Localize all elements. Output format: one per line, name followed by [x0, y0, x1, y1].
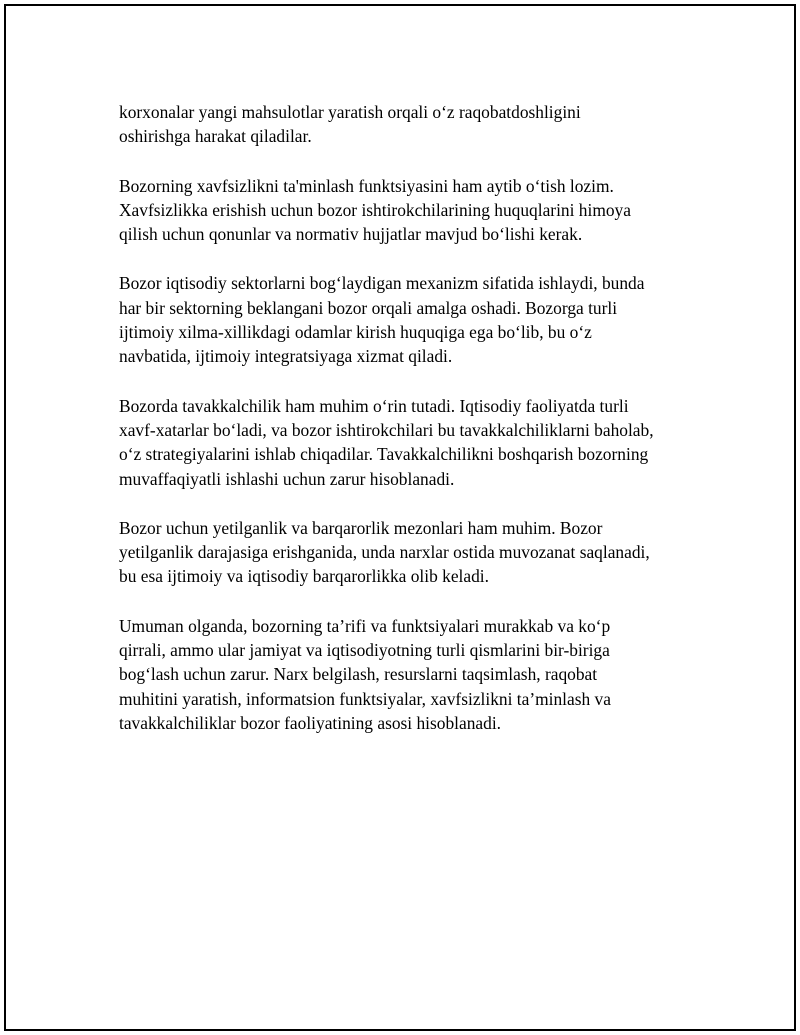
paragraph-line: bu esa ijtimoiy va iqtisodiy barqarorlikka olib keladi. — [119, 566, 489, 587]
paragraph-line: Umuman olganda, bozorning ta’rifi va funktsiyalari murakkab va ko‘p — [119, 615, 611, 636]
paragraph-line: muvaffaqiyatli ishlashi uchun zarur hisoblanadi. — [119, 468, 455, 489]
paragraph-1 — [119, 100, 709, 149]
paragraph-line: qirrali, ammo ular jamiyat va iqtisodiyotning turli qismlarini bir-biriga — [119, 640, 610, 661]
paragraph-line: Bozor iqtisodiy sektorlarni bog‘laydigan mexanizm sifatida ishlaydi, bunda — [119, 273, 645, 294]
paragraph-line: muhitini yaratish, informatsion funktsiyalar, xavfsizlikni ta’minlash va — [119, 688, 611, 709]
paragraph-line: tavakkalchiliklar bozor faoliyatining asosi hisoblanadi. — [119, 712, 502, 733]
paragraph-line: bog‘lash uchun zarur. Narx belgilash, resurslarni taqsimlash, raqobat — [119, 664, 598, 685]
document-body — [119, 100, 709, 760]
paragraph-line: ijtimoiy xilma-xillikdagi odamlar kirish huquqiga ega bo‘lib, bu o‘z — [119, 322, 592, 343]
paragraph-line: qilish uchun qonunlar va normativ hujjatlar mavjud bo‘lishi kerak. — [119, 224, 583, 245]
paragraph-line: Bozor uchun yetilganlik va barqarorlik mezonlari ham muhim. Bozor — [119, 517, 603, 538]
paragraph-line: o‘z strategiyalarini ishlab chiqadilar. Tavakkalchilikni boshqarish bozorning — [119, 444, 649, 465]
paragraph-2 — [119, 174, 709, 247]
paragraph-6 — [119, 614, 709, 735]
paragraph-line: yetilganlik darajasiga erishganida, unda narxlar ostida muvozanat saqlanadi, — [119, 542, 650, 563]
paragraph-line: Bozorning xavfsizlikni ta'minlash funktsiyasini ham aytib o‘tish lozim. — [119, 175, 614, 196]
paragraph-4 — [119, 394, 709, 491]
paragraph-line: korxonalar yangi mahsulotlar yaratish orqali o‘z raqobatdoshligini — [119, 102, 581, 122]
paragraph-5 — [119, 516, 709, 589]
page-frame — [4, 4, 796, 1031]
paragraph-line: Xavfsizlikka erishish uchun bozor ishtirokchilarining huquqlarini himoya — [119, 199, 631, 220]
paragraph-line: navbatida, ijtimoiy integratsiyaga xizmat qiladi. — [119, 346, 453, 367]
paragraph-line: oshirishga harakat qiladilar. — [119, 126, 312, 147]
paragraph-3 — [119, 271, 709, 368]
paragraph-line: Bozorda tavakkalchilik ham muhim o‘rin tutadi. Iqtisodiy faoliyatda turli — [119, 395, 629, 416]
paragraph-line: xavf-xatarlar bo‘ladi, va bozor ishtirokchilari bu tavakkalchiliklarni baholab, — [119, 419, 654, 440]
paragraph-line: har bir sektorning beklangani bozor orqali amalga oshadi. Bozorga turli — [119, 297, 618, 318]
